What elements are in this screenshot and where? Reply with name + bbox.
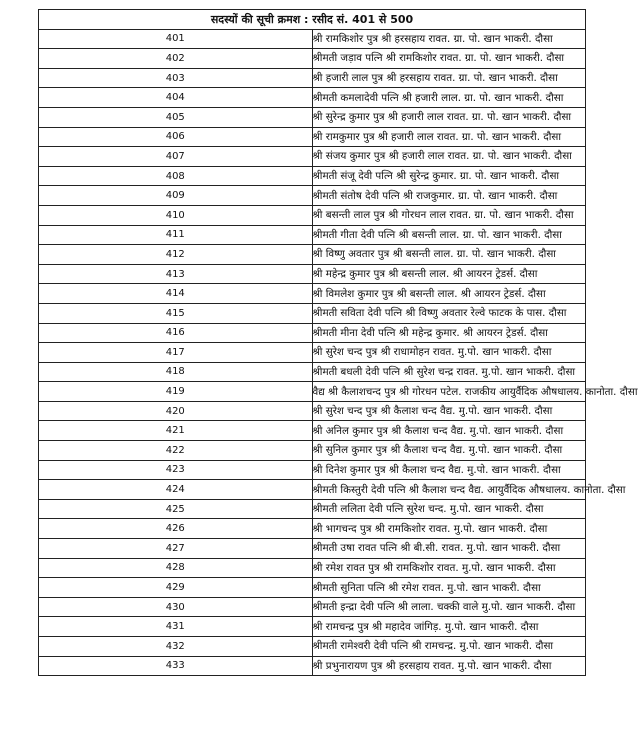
member-details: श्री विष्णु अवतार पुत्र श्री बसन्ती लाल. ग्रा. पो. खान भाकरी. दौसा	[312, 245, 586, 265]
receipt-number: 402	[39, 49, 313, 69]
member-details: श्रीमती किस्तुरी देवी पत्नि श्री कैलाश चन्द वैद्य. आयुर्वैदिक औषधालय. कानोता. दौसा	[312, 480, 586, 500]
receipt-number: 431	[39, 617, 313, 637]
receipt-number: 421	[39, 421, 313, 441]
table-row	[39, 617, 586, 637]
receipt-number: 415	[39, 303, 313, 323]
member-details: श्री संजय कुमार पुत्र श्री हजारी लाल रावत. ग्रा. पो. खान भाकरी. दौसा	[312, 147, 586, 167]
table-row	[39, 88, 586, 108]
member-details: श्रीमती सविता देवी पत्नि श्री विष्णु अवतार रेल्वे फाटक के पास. दौसा	[312, 303, 586, 323]
table-row	[39, 29, 586, 49]
receipt-number: 430	[39, 597, 313, 617]
member-details: श्रीमती रामेश्वरी देवी पत्नि श्री रामचन्द्र. मु.पो. खान भाकरी. दौसा	[312, 637, 586, 657]
table-row	[39, 284, 586, 304]
receipt-number: 418	[39, 362, 313, 382]
table-row	[39, 68, 586, 88]
receipt-number: 420	[39, 401, 313, 421]
table-row	[39, 460, 586, 480]
member-details: श्रीमती उषा रावत पत्नि श्री बी.सी. रावत. मु.पो. खान भाकरी. दौसा	[312, 539, 586, 559]
table-row	[39, 147, 586, 167]
member-details: वैद्य श्री कैलाशचन्द पुत्र श्री गोरधन पटेल. राजकीय आयुर्वैदिक औषधालय. कानोता. दौसा	[312, 382, 586, 402]
receipt-number: 427	[39, 539, 313, 559]
member-details: श्री सुनिल कुमार पुत्र श्री कैलाश चन्द वैद्य. मु.पो. खान भाकरी. दौसा	[312, 441, 586, 461]
table-row	[39, 480, 586, 500]
receipt-number: 428	[39, 558, 313, 578]
receipt-number: 433	[39, 656, 313, 676]
receipt-number: 409	[39, 186, 313, 206]
table-row	[39, 558, 586, 578]
member-details: श्री सुरेन्द्र कुमार पुत्र श्री हजारी लाल रावत. ग्रा. पो. खान भाकरी. दौसा	[312, 107, 586, 127]
member-details: श्रीमती सुनिता पत्नि श्री रमेश रावत. मु.पो. खान भाकरी. दौसा	[312, 578, 586, 598]
receipt-number: 425	[39, 499, 313, 519]
table-body	[39, 29, 638, 676]
table-row	[39, 127, 586, 147]
member-details: श्री प्रभुनारायण पुत्र श्री हरसहाय रावत. मु.पो. खान भाकरी. दौसा	[312, 656, 586, 676]
receipt-number: 401	[39, 29, 313, 49]
member-details: श्रीमती इन्द्रा देवी पत्नि श्री लाला. चक्की वाले मु.पो. खान भाकरी. दौसा	[312, 597, 586, 617]
table-row	[39, 578, 586, 598]
member-details: श्रीमती कमलादेवी पत्नि श्री हजारी लाल. ग्रा. पो. खान भाकरी. दौसा	[312, 88, 586, 108]
member-details: श्री रामकुमार पुत्र श्री हजारी लाल रावत. ग्रा. पो. खान भाकरी. दौसा	[312, 127, 586, 147]
receipt-number: 404	[39, 88, 313, 108]
receipt-number: 417	[39, 343, 313, 363]
receipt-number: 414	[39, 284, 313, 304]
table-row	[39, 362, 586, 382]
table-row	[39, 205, 586, 225]
receipt-number: 410	[39, 205, 313, 225]
member-details: श्रीमती मीना देवी पत्नि श्री महेन्द्र कुमार. श्री आयरन ट्रेडर्स. दौसा	[312, 323, 586, 343]
table-row	[39, 323, 586, 343]
table-row	[39, 421, 586, 441]
receipt-number: 407	[39, 147, 313, 167]
member-details: श्रीमती जड़ाव पत्नि श्री रामकिशोर रावत. ग्रा. पो. खान भाकरी. दौसा	[312, 49, 586, 69]
table-row	[39, 49, 586, 69]
member-details: श्री बसन्ती लाल पुत्र श्री गोरधन लाल रावत. ग्रा. पो. खान भाकरी. दौसा	[312, 205, 586, 225]
table-row	[39, 656, 586, 676]
receipt-number: 403	[39, 68, 313, 88]
table-row	[39, 343, 586, 363]
receipt-number: 416	[39, 323, 313, 343]
table-row	[39, 519, 586, 539]
member-details: श्री सुरेश चन्द पुत्र श्री कैलाश चन्द वैद्य. मु.पो. खान भाकरी. दौसा	[312, 401, 586, 421]
table-row	[39, 382, 586, 402]
member-details: श्री रामकिशोर पुत्र श्री हरसहाय रावत. ग्रा. पो. खान भाकरी. दौसा	[312, 29, 586, 49]
receipt-number: 405	[39, 107, 313, 127]
member-details: श्री अनिल कुमार पुत्र श्री कैलाश चन्द वैद्य. मु.पो. खान भाकरी. दौसा	[312, 421, 586, 441]
member-details: श्री महेन्द्र कुमार पुत्र श्री बसन्ती लाल. श्री आयरन ट्रेडर्स. दौसा	[312, 264, 586, 284]
receipt-number: 412	[39, 245, 313, 265]
receipt-number: 408	[39, 166, 313, 186]
table-row	[39, 107, 586, 127]
member-details: श्रीमती गीता देवी पत्नि श्री बसन्ती लाल. ग्रा. पो. खान भाकरी. दौसा	[312, 225, 586, 245]
table-row	[39, 186, 586, 206]
member-details: श्री दिनेश कुमार पुत्र श्री कैलाश चन्द वैद्य. मु.पो. खान भाकरी. दौसा	[312, 460, 586, 480]
table-row	[39, 499, 586, 519]
table-row	[39, 401, 586, 421]
receipt-number: 413	[39, 264, 313, 284]
table-row	[39, 225, 586, 245]
table-row	[39, 264, 586, 284]
table-row	[39, 245, 586, 265]
member-details: श्री भागचन्द पुत्र श्री रामकिशोर रावत. मु.पो. खान भाकरी. दौसा	[312, 519, 586, 539]
receipt-number: 423	[39, 460, 313, 480]
receipt-number: 419	[39, 382, 313, 402]
members-table	[38, 9, 638, 676]
member-details: श्रीमती ललिता देवी पत्नि सुरेश चन्द. मु.पो. खान भाकरी. दौसा	[312, 499, 586, 519]
member-details: श्री सुरेश चन्द पुत्र श्री राधामोहन रावत. मु.पो. खान भाकरी. दौसा	[312, 343, 586, 363]
member-details: श्रीमती संजू देवी पत्नि श्री सुरेन्द्र कुमार. ग्रा. पो. खान भाकरी. दौसा	[312, 166, 586, 186]
member-details: श्री हजारी लाल पुत्र श्री हरसहाय रावत. ग्रा. पो. खान भाकरी. दौसा	[312, 68, 586, 88]
member-details: श्री रमेश रावत पुत्र श्री रामकिशोर रावत. मु.पो. खान भाकरी. दौसा	[312, 558, 586, 578]
table-title: सदस्यों की सूची क्रमश : रसीद सं. 401 से 500	[39, 10, 586, 30]
table-row	[39, 303, 586, 323]
table-header-row	[39, 10, 586, 30]
receipt-number: 426	[39, 519, 313, 539]
receipt-number: 406	[39, 127, 313, 147]
receipt-number: 432	[39, 637, 313, 657]
receipt-number: 429	[39, 578, 313, 598]
table-row	[39, 637, 586, 657]
member-details: श्री विमलेश कुमार पुत्र श्री बसन्ती लाल. श्री आयरन ट्रेडर्स. दौसा	[312, 284, 586, 304]
member-details: श्रीमती बधली देवी पत्नि श्री सुरेश चन्द्र रावत. मु.पो. खान भाकरी. दौसा	[312, 362, 586, 382]
receipt-number: 411	[39, 225, 313, 245]
receipt-number: 422	[39, 441, 313, 461]
receipt-number: 424	[39, 480, 313, 500]
table-row	[39, 539, 586, 559]
table-row	[39, 441, 586, 461]
table-row	[39, 597, 586, 617]
table-row	[39, 166, 586, 186]
member-details: श्री रामचन्द्र पुत्र श्री महादेव जांगिड़. मु.पो. खान भाकरी. दौसा	[312, 617, 586, 637]
member-details: श्रीमती संतोष देवी पत्नि श्री राजकुमार. ग्रा. पो. खान भाकरी. दौसा	[312, 186, 586, 206]
